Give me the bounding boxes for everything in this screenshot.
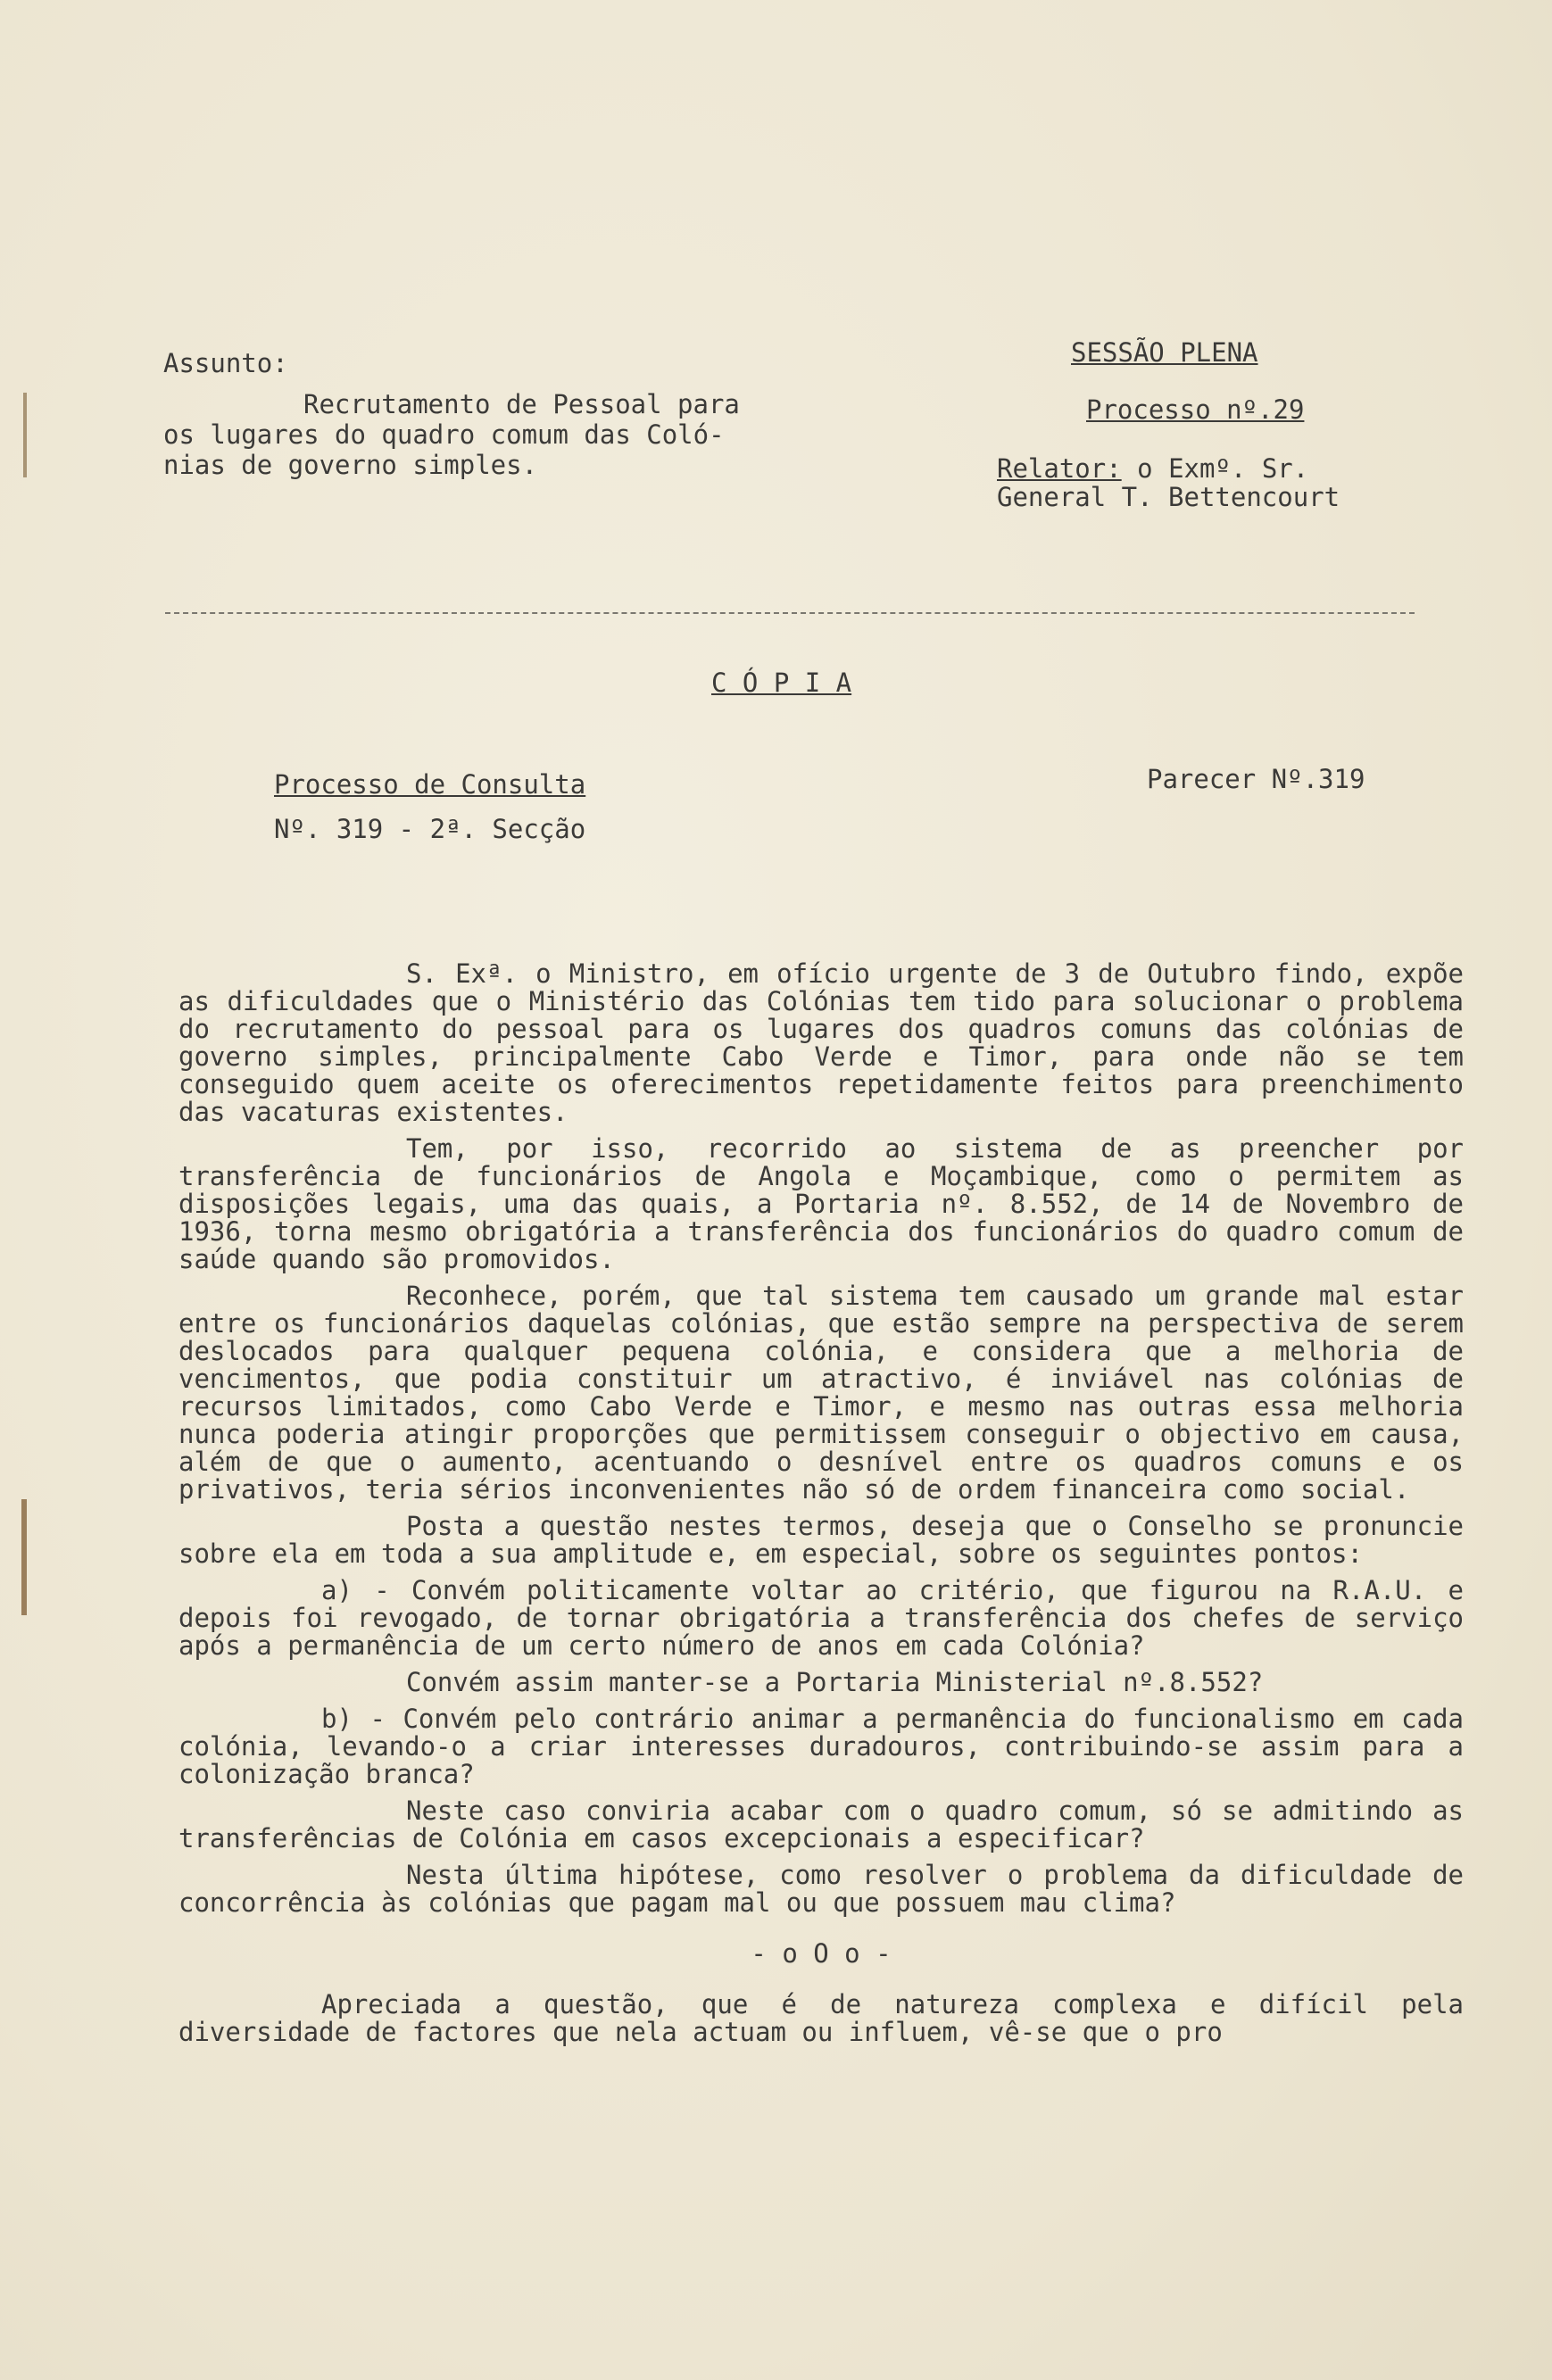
paragraph-3: Reconhece, porém, que tal sistema tem causado um grande mal estar entre os funcionários daquelas colónias, que estão sempre na perspectiva de serem deslocados para qualquer pequena colónia, e considera que a melhoria de vencimentos, que podia constituir um atractivo, é inviável nas colónias de recursos limitados, como Cabo Verde e Timor, e mesmo nas outras essa melhoria nunca poderia atingir proporções que permitissem conseguir o objectivo em causa, além de que o aumento, acentuando o desnível entre os quadros comuns e os privativos, teria sérios inconvenientes não só de ordem financeira como social. [178,1281,1464,1505]
assunto-label: Assunto: [163,348,288,378]
relator-line-2: General T. Bettencourt [997,482,1340,512]
paragraph-1: S. Exª. o Ministro, em ofício urgente de 3 de Outubro findo, expõe as dificuldades que o Ministério das Colónias tem tido para solucionar o problema do recrutamento do pessoal para os lugares dos quadros comuns das colónias de governo simples, principalmente Cabo Verde e Timor, para onde não se tem conseguido quem aceite os oferecimentos repetidamente feitos para preenchimento das vacaturas existentes. [178,958,1464,1127]
sessao-heading: SESSÃO PLENA [1071,337,1258,368]
copia-title: C Ó P I A [711,668,852,698]
relator-line-1 [997,453,1308,484]
paragraph-7: b) - Convém pelo contrário animar a permanência do funcionalismo em cada colónia, levando-o a criar interesses duradouros, contribuindo-se assim para a colonização branca? [178,1704,1464,1789]
parecer-number: Parecer Nº.319 [1147,764,1365,794]
relator-title: o Exmº. Sr. [1137,453,1309,484]
staple-mark-bottom [21,1499,27,1615]
dashed-separator [165,612,1415,614]
assunto-line-3: nias de governo simples. [163,450,538,480]
paragraph-10: Apreciada a questão, que é de natureza complexa e difícil pela diversidade de factores que nela actuam ou influem, vê-se que o pro [178,1989,1464,2047]
assunto-line-2: os lugares do quadro comum das Coló- [163,419,725,450]
consulta-number: Nº. 319 - 2ª. Secção [274,814,586,844]
document-body [178,960,1464,2055]
paragraph-5: a) - Convém politicamente voltar ao critério, que figurou na R.A.U. e depois foi revogado, de tornar obrigatória a transferência dos chefes de serviço após a permanência de um certo número de anos em cada Colónia? [178,1575,1464,1661]
consulta-title: Processo de Consulta [274,769,586,800]
paragraph-2: Tem, por isso, recorrido ao sistema de as preencher por transferência de funcionários de Angola e Moçambique, como o permitem as disposições legais, uma das quais, a Portaria nº. 8.552, de 14 de Novembro de 1936, torna mesmo obrigatória a transferência dos funcionários do quadro comum de saúde quando são promovidos. [178,1133,1464,1274]
processo-number: Processo nº.29 [1086,394,1305,425]
paragraph-8: Neste caso conviria acabar com o quadro comum, só se admitindo as transferências de Colónia em casos excepcionais a especificar? [178,1795,1464,1853]
paragraph-4: Posta a questão nestes termos, deseja que o Conselho se pronuncie sobre ela em toda a sua amplitude e, em especial, sobre os seguintes pontos: [178,1511,1464,1569]
staple-mark-top [23,393,27,477]
paragraph-6: Convém assim manter-se a Portaria Ministerial nº.8.552? [406,1667,1264,1697]
relator-label: Relator: [997,453,1122,484]
paragraph-9: Nesta última hipótese, como resolver o problema da dificuldade de concorrência às colónias que pagam mal ou que possuem mau clima? [178,1860,1464,1918]
section-separator: - o O o - [751,1938,892,1969]
assunto-line-1: Recrutamento de Pessoal para [303,389,740,419]
